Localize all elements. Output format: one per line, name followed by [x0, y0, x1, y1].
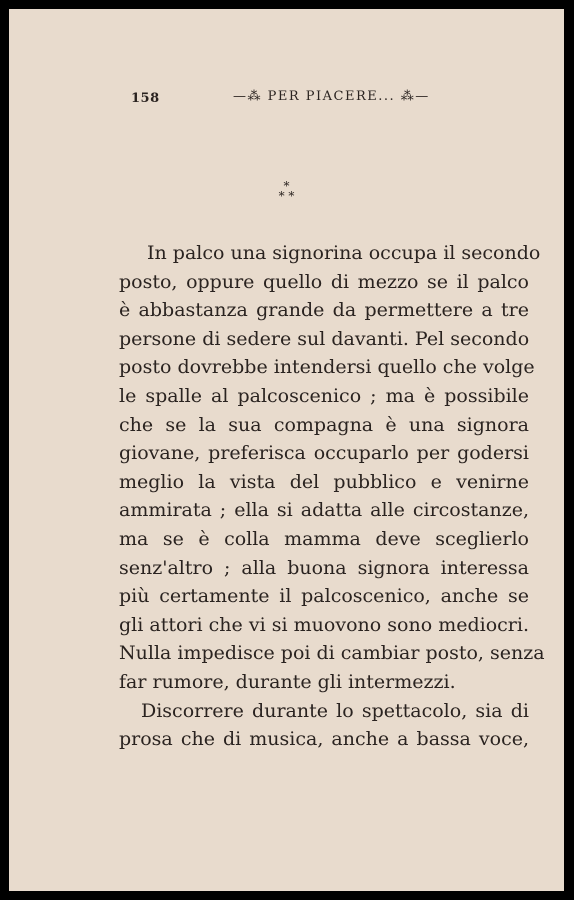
text-line: In palco una signorina occupa il secondo	[147, 242, 541, 264]
text-line: che se la sua compagna è una signora	[119, 413, 529, 436]
book-page	[9, 9, 564, 891]
text-line: posto dovrebbe intendersi quello che volge	[119, 356, 535, 379]
text-line: posto, oppure quello di mezzo se il palco	[119, 270, 529, 293]
paragraph-1	[119, 239, 545, 697]
text-line: senz'altro ; alla buona signora interessa	[119, 556, 529, 579]
running-head	[9, 89, 564, 113]
page-number: 158	[131, 91, 160, 106]
text-line: Nulla impedisce poi di cambiar posto, senza	[119, 642, 545, 665]
text-line: è abbastanza grande da permettere a tre	[119, 299, 529, 322]
body-text	[119, 239, 545, 754]
text-line: giovane, preferisca occuparlo per godersi	[119, 442, 529, 465]
text-line: meglio la vista del pubblico e venirne	[119, 470, 529, 493]
text-line: ma se è colla mamma deve sceglierlo	[119, 527, 529, 550]
text-line: prosa che di musica, anche a bassa voce,	[119, 728, 529, 751]
text-line: far rumore, durante gli intermezzi.	[119, 670, 456, 693]
ornament-bottom: * *	[278, 189, 295, 203]
text-line: Discorrere durante lo spettacolo, sia di	[141, 699, 529, 722]
ornament-top: *	[283, 179, 290, 193]
text-line: più certamente il palcoscenico, anche se	[119, 585, 529, 608]
text-line: persone di sedere sul davanti. Pel secondo	[119, 327, 530, 350]
paragraph-2	[119, 697, 529, 754]
asterism-ornament	[9, 181, 564, 201]
text-line: gli attori che vi si muovono sono mediocri.	[119, 613, 529, 636]
running-title: —⁂ PER PIACERE... ⁂—	[233, 89, 430, 104]
text-line: ammirata ; ella si adatta alle circostanze,	[119, 499, 529, 522]
text-line: le spalle al palcoscenico ; ma è possibile	[119, 384, 529, 407]
